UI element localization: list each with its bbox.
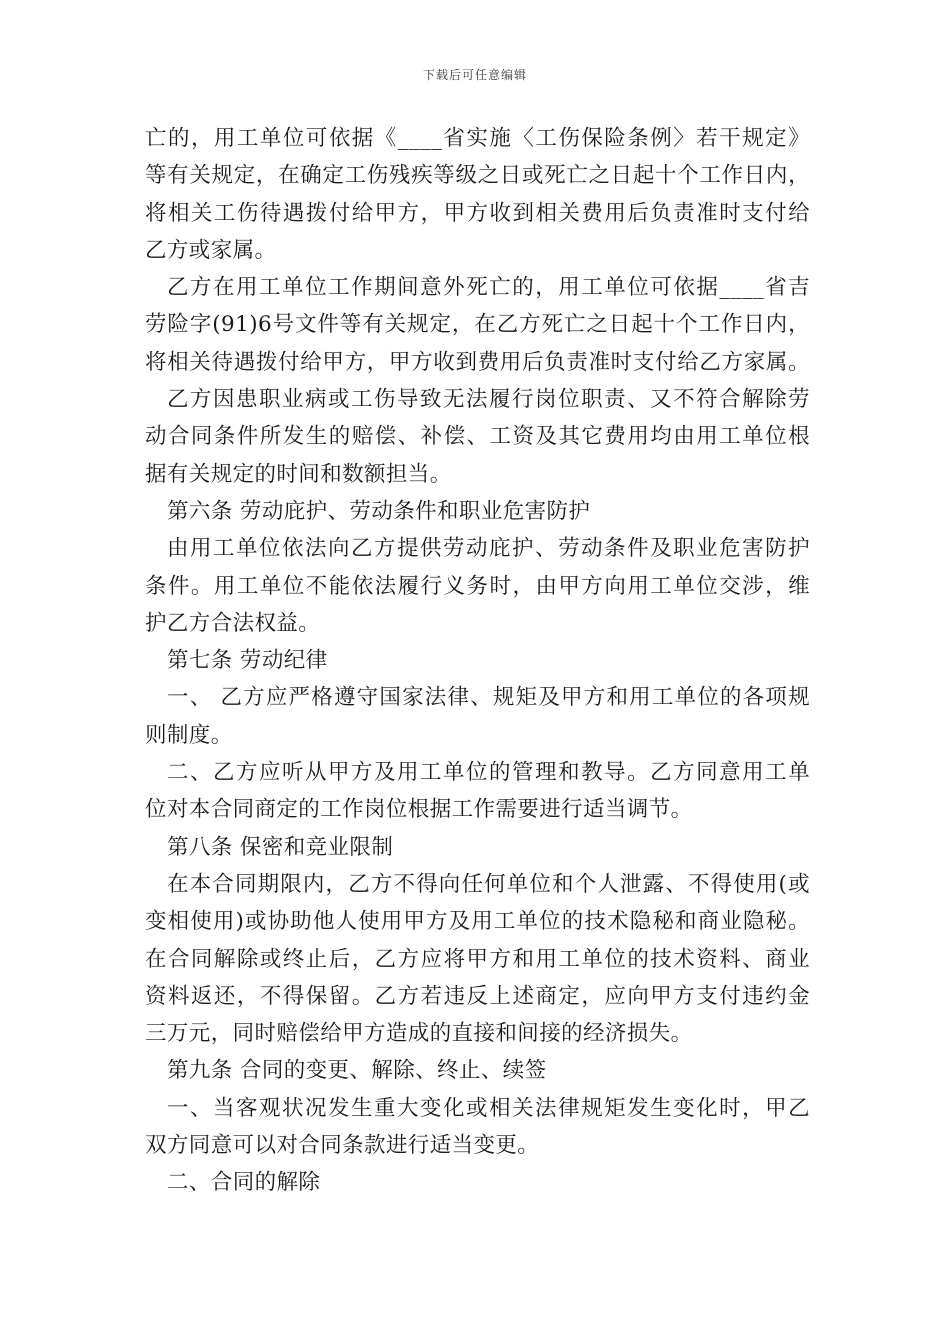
document-body: [145, 120, 810, 1202]
text-line: 乙方因患职业病或工伤导致无法履行岗位职责、又不符合解除劳: [167, 387, 810, 413]
text-line: 一、当客观状况发生重大变化或相关法律规矩发生变化时，甲乙: [167, 1095, 810, 1121]
text-line: 将相关工伤待遇拨付给甲方，甲方收到相关费用后负责准时支付给: [145, 200, 810, 226]
text-line: 劳险字(91)6号文件等有关规定，在乙方死亡之日起十个工作日内，: [145, 312, 810, 338]
text-line: 等有关规定，在确定工伤残疾等级之日或死亡之日起十个工作日内，: [145, 163, 810, 189]
text-line: 乙方在用工单位工作期间意外死亡的，用工单位可依据____省吉: [167, 275, 810, 301]
text-line: 将相关待遇拨付给甲方，甲方收到费用后负责准时支付给乙方家属。: [145, 349, 810, 375]
section-heading: 第八条 保密和竞业限制: [167, 834, 394, 860]
section-heading: 第六条 劳动庇护、劳动条件和职业危害防护: [167, 498, 591, 524]
page-header: 下载后可任意编辑: [422, 68, 527, 82]
text-line: 资料返还，不得保留。乙方若违反上述商定，应向甲方支付违约金: [145, 983, 810, 1009]
section-heading: 第九条 合同的变更、解除、终止、续签: [167, 1058, 547, 1084]
text-line: 亡的，用工单位可依据《____省实施〈工伤保险条例〉若干规定》: [145, 126, 810, 151]
text-line: 双方同意可以对合同条款进行适当变更。: [145, 1133, 540, 1159]
text-line: 据有关规定的时间和数额担当。: [145, 461, 452, 487]
text-line: 护乙方合法权益。: [145, 610, 321, 636]
text-line: 条件。用工单位不能依法履行义务时，由甲方向用工单位交涉，维: [145, 573, 810, 599]
text-line: 在本合同期限内，乙方不得向任何单位和个人泄露、不得使用(或: [167, 871, 810, 897]
text-line: 三万元，同时赔偿给甲方造成的直接和间接的经济损失。: [145, 1021, 693, 1047]
text-line: 由用工单位依法向乙方提供劳动庇护、劳动条件及职业危害防护: [167, 536, 810, 562]
text-line: 二、乙方应听从甲方及用工单位的管理和教导。乙方同意用工单: [167, 760, 810, 786]
text-line: 变相使用)或协助他人使用甲方及用工单位的技术隐秘和商业隐秘。: [145, 909, 810, 935]
text-line: 乙方或家属。: [145, 237, 277, 263]
text-line: 位对本合同商定的工作岗位根据工作需要进行适当调节。: [145, 797, 693, 823]
section-heading: 第七条 劳动纪律: [167, 648, 328, 674]
text-line: 二、合同的解除: [167, 1170, 321, 1196]
text-line: 则制度。: [145, 722, 233, 748]
text-line: 在合同解除或终止后，乙方应将甲方和用工单位的技术资料、商业: [145, 946, 810, 972]
text-line: 一、 乙方应严格遵守国家法律、规矩及甲方和用工单位的各项规: [167, 685, 810, 711]
text-line: 动合同条件所发生的赔偿、补偿、工资及其它费用均由用工单位根: [145, 424, 810, 450]
